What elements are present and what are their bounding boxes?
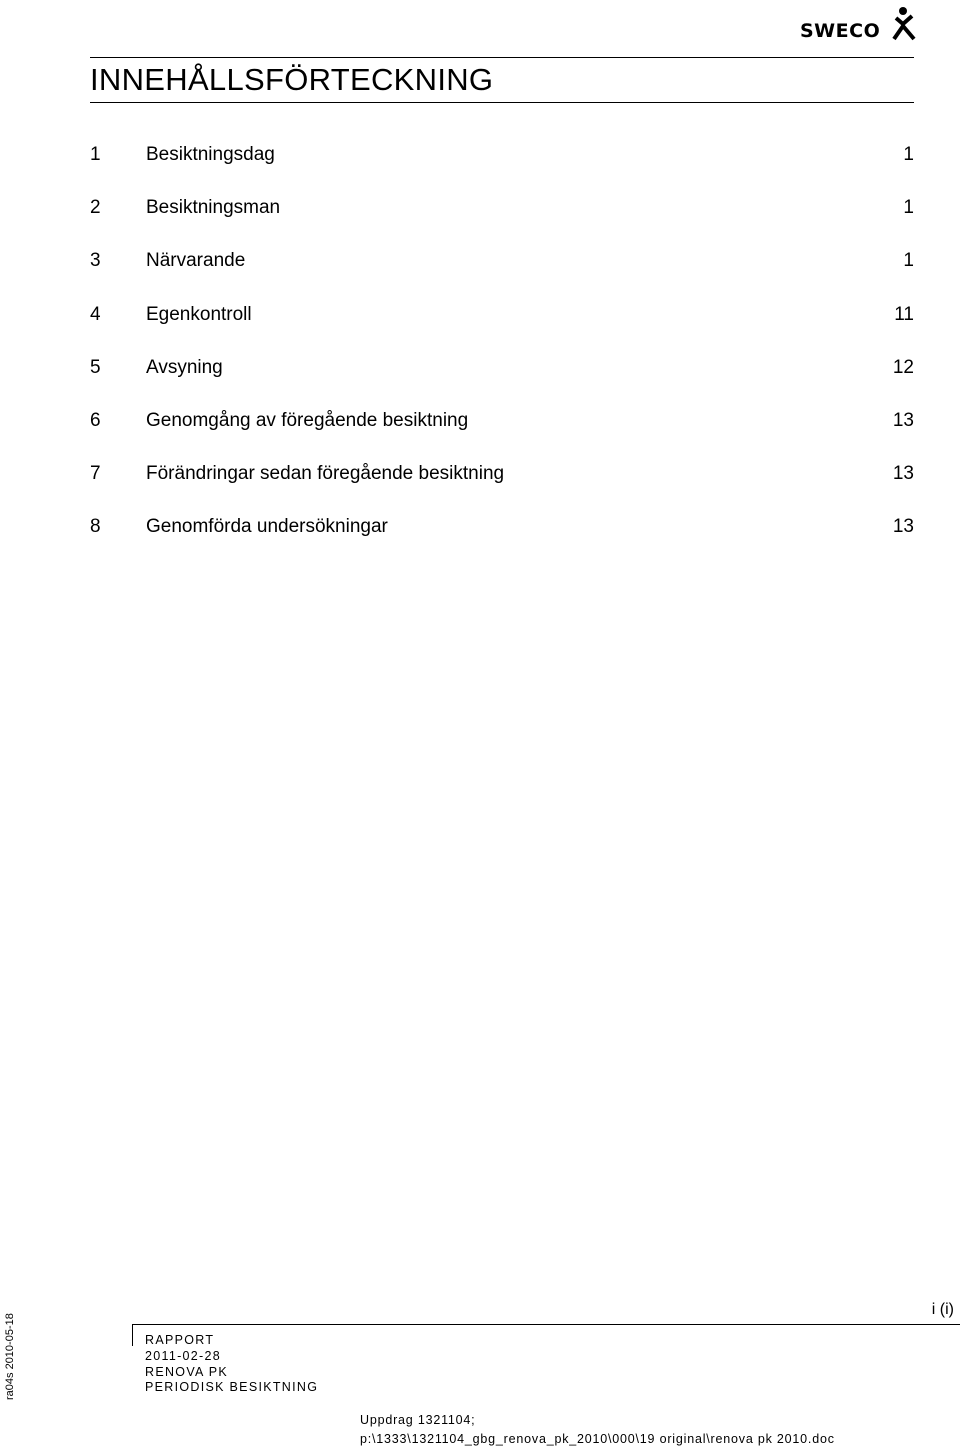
report-date: 2011-02-28 [145,1348,222,1363]
page-title: INNEHÅLLSFÖRTECKNING [90,62,494,97]
assignment-info [360,1411,835,1449]
toc-row[interactable] [90,510,914,563]
toc-number: 6 [90,409,101,431]
report-info [145,1333,318,1396]
toc-row[interactable] [90,457,914,510]
toc-row[interactable] [90,138,914,191]
toc-row[interactable] [90,244,914,297]
toc-title: Genomgång av föregående besiktning [146,409,469,431]
toc-number: 1 [90,144,101,165]
report-subject: PERIODISK BESIKTNING [145,1380,319,1395]
toc-page: 1 [903,144,914,165]
toc-row[interactable] [90,404,914,457]
header-rule-bottom [90,102,914,103]
toc-title: Besiktningsman [146,197,281,219]
toc-title: Genomförda undersökningar [146,516,388,538]
toc-title: Närvarande [146,250,246,272]
table-of-contents [90,138,914,564]
toc-page: 11 [894,303,914,325]
toc-number: 7 [90,463,101,485]
toc-title: Besiktningsdag [146,144,275,165]
toc-page: 13 [892,516,914,538]
toc-title: Förändringar sedan föregående besiktning [146,463,505,485]
toc-number: 4 [90,303,101,325]
report-type: RAPPORT [145,1333,215,1347]
file-path: p:\1333\1321104_gbg_renova_pk_2010\000\19 original\renova pk 2010.doc [360,1432,835,1446]
page-number: i (i) [931,1301,954,1318]
toc-number: 8 [90,516,101,538]
logo-text: SWECO [800,20,881,42]
toc-page: 1 [903,197,914,219]
footer-rule-tick [132,1324,133,1346]
sweco-logo [800,6,920,46]
toc-page: 12 [892,356,914,378]
toc-page: 13 [892,463,914,485]
toc-row[interactable] [90,351,914,404]
footer-rule [132,1324,960,1325]
toc-title: Avsyning [146,356,223,378]
toc-number: 2 [90,197,101,219]
toc-number: 5 [90,356,101,378]
assignment-number: Uppdrag 1321104; [360,1413,476,1427]
toc-page: 1 [903,250,914,272]
header-rule-top [90,57,914,58]
sweco-figure-icon [890,6,920,42]
toc-number: 3 [90,250,101,272]
template-code: ra04s 2010-05-18 [4,1313,16,1400]
report-project: RENOVA PK [145,1364,229,1379]
toc-row[interactable] [90,191,914,244]
toc-page: 13 [892,409,914,431]
toc-row[interactable] [90,298,914,351]
toc-title: Egenkontroll [146,303,252,325]
